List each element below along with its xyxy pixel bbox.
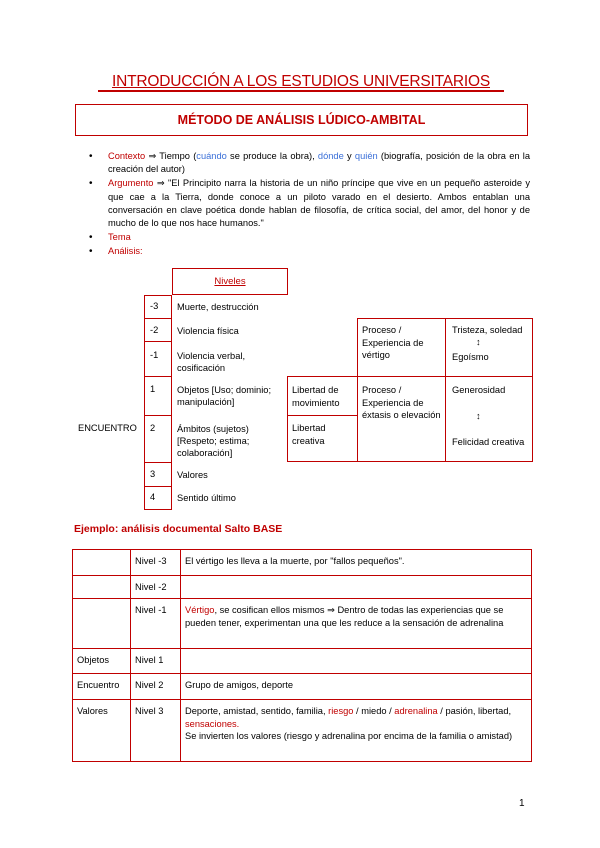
level-num: 3 <box>150 469 156 479</box>
table-cell: El vértigo les lleva a la muerte, por "fallos pequeños". <box>181 550 532 576</box>
levels-line <box>144 376 172 377</box>
cell-text: / miedo / <box>353 706 395 716</box>
levels-left-line <box>144 295 145 510</box>
bullet-list <box>78 150 530 260</box>
level-num: -2 <box>150 325 159 335</box>
contexto-text: (biografía, posición de la obra en la creación del autor) <box>108 151 531 175</box>
analisis-label: Análisis: <box>108 246 143 257</box>
extasis-box-line <box>287 415 358 416</box>
levels-header: Niveles <box>172 268 288 295</box>
extasis-arrow-icon: ↕ <box>476 411 481 421</box>
table-cell <box>181 649 532 674</box>
libertad-movimiento: Libertad de movimiento <box>292 385 340 408</box>
tema-label: Tema <box>108 232 131 243</box>
argumento-text: ⇒ "El Principito narra la historia de un niño príncipe que vive en un pequeño asteroide y que cae a la Tierra, donde conoce a un piloto varado en el desierto. Ambos entablan una conversación en clave poética donde hablan de filosofía, de crítica social, del amor, del honor y de mucho de lo que nos hace humanos." <box>108 178 530 229</box>
extasis-box-line <box>445 376 446 462</box>
level-num: 2 <box>150 423 156 433</box>
level-text: Muerte, destrucción <box>177 302 259 312</box>
bullet-tema <box>78 231 530 244</box>
argumento-label: Argumento <box>108 178 154 189</box>
table-cell <box>73 576 131 599</box>
bullet-argumento <box>78 177 530 230</box>
table-cell: Nivel 2 <box>131 674 181 700</box>
table-cell <box>73 550 131 576</box>
table-cell: Nivel 1 <box>131 649 181 674</box>
extasis-result-top: Generosidad <box>452 385 506 395</box>
level-text: Objetos [Uso; dominio; manipulación] <box>177 385 272 407</box>
level-text: Valores <box>177 470 208 480</box>
table-row <box>73 649 532 674</box>
levels-line <box>144 341 172 342</box>
contexto-label: Contexto <box>108 151 146 161</box>
level-text: Ámbitos (sujetos) [Respeto; estima; colaboración] <box>177 424 250 458</box>
vertigo-arrow-icon: ↕ <box>476 337 481 347</box>
extasis-box-line <box>287 376 288 462</box>
level-num: -1 <box>150 350 159 360</box>
level-text: Violencia verbal, cosificación <box>177 351 246 373</box>
table-cell: Grupo de amigos, deporte <box>181 674 532 700</box>
table-cell <box>73 599 131 649</box>
vertigo-box-line <box>357 318 533 319</box>
levels-line <box>144 486 172 487</box>
table-cell: Nivel -2 <box>131 576 181 599</box>
cell-text: Deporte, amistad, sentido, familia, <box>185 706 329 716</box>
extasis-box-line <box>287 461 533 462</box>
table-row <box>73 674 532 700</box>
levels-line <box>144 318 172 319</box>
vertigo-result-top: Tristeza, soledad <box>452 325 523 335</box>
levels-line <box>144 415 172 416</box>
page-number: 1 <box>519 798 525 809</box>
vertigo-box-line <box>532 318 533 377</box>
sensaciones-word: sensaciones. <box>185 718 240 729</box>
level-text: Violencia física <box>177 326 239 336</box>
table-row <box>73 599 532 649</box>
table-cell: Valores <box>73 700 131 762</box>
table-row <box>73 576 532 599</box>
vertigo-box-line <box>357 318 358 377</box>
page-title: INTRODUCCIÓN A LOS ESTUDIOS UNIVERSITARIOS <box>98 73 504 92</box>
level-num: -3 <box>150 301 159 311</box>
vertigo-word: Vértigo <box>185 605 215 615</box>
table-cell <box>181 700 532 762</box>
contexto-cuando: cuándo <box>196 151 227 161</box>
bullet-analisis <box>78 245 530 258</box>
contexto-text: se produce la obra), <box>226 151 318 161</box>
levels-line <box>144 295 172 296</box>
vertigo-box-line <box>445 318 446 377</box>
extasis-box-line <box>287 376 358 377</box>
table-cell <box>181 599 532 649</box>
extasis-box-line <box>357 376 358 462</box>
cell-text: , se cosifican ellos mismos ⇒ Dentro de todas las experiencias que se pueden tener, experimentan una que les reduce a la sensación de adrenalina <box>185 605 504 628</box>
table-row <box>73 550 532 576</box>
extasis-box-line <box>532 376 533 462</box>
table-cell: Nivel 3 <box>131 700 181 762</box>
encuentro-label: ENCUENTRO <box>78 423 137 433</box>
levels-divider-line <box>171 295 172 510</box>
vertigo-result-bottom: Egoísmo <box>452 352 489 362</box>
method-subtitle: MÉTODO DE ANÁLISIS LÚDICO-AMBITAL <box>75 104 528 136</box>
extasis-result-bottom: Felicidad creativa <box>452 437 525 447</box>
cell-text: / pasión, libertad, <box>437 706 512 716</box>
table-cell: Nivel -1 <box>131 599 181 649</box>
contexto-text: y <box>343 151 355 161</box>
libertad-creativa: Libertad creativa <box>292 423 326 446</box>
cell-text: Se invierten los valores (riesgo y adrenalina por encima de la familia o amistad) <box>185 731 513 741</box>
riesgo-word: riesgo <box>328 706 354 716</box>
extasis-process: Proceso / Experiencia de éxtasis o elevación <box>362 385 441 420</box>
levels-line <box>144 462 172 463</box>
contexto-text: ⇒ Tiempo ( <box>145 151 197 161</box>
level-num: 1 <box>150 384 156 394</box>
contexto-donde: dónde <box>317 151 344 161</box>
level-text: Sentido último <box>177 493 236 503</box>
example-title: Ejemplo: análisis documental Salto BASE <box>74 523 283 535</box>
table-cell: Nivel -3 <box>131 550 181 576</box>
vertigo-process: Proceso / Experiencia de vértigo <box>362 325 424 360</box>
table-cell <box>181 576 532 599</box>
contexto-quien: quién <box>354 151 378 161</box>
adrenalina-word: adrenalina <box>394 706 438 716</box>
example-table <box>72 549 532 762</box>
table-row <box>73 700 532 762</box>
bullet-contexto <box>78 150 530 176</box>
table-cell: Encuentro <box>73 674 131 700</box>
table-cell: Objetos <box>73 649 131 674</box>
levels-line <box>144 509 172 510</box>
level-num: 4 <box>150 492 156 502</box>
